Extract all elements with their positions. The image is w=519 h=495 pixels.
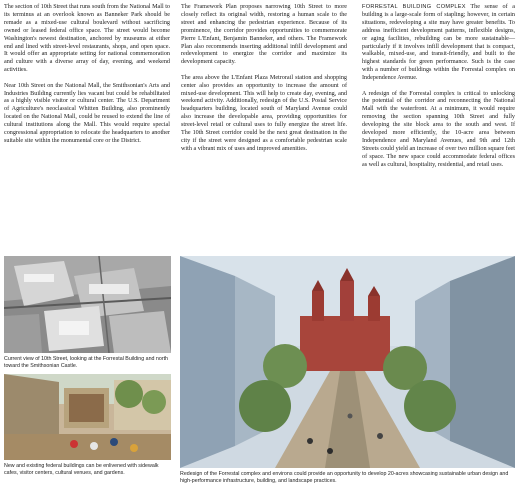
- col2-paragraph-2: The area above the L'Enfant Plaza Metrorail station and shopping center also provides an opportunity to increase the amount of mixed-use development. This will help to create day, evening, and weekend activity. Additionally, redesign of the U.S. Postal Service headquarters building, located south of Maryland Avenue could also increase the developable area, providing opportunities for street-level retail or cultural uses to fully energize the street life. The 10th Street corridor could be the next great destination in the city if the street were designed as a comfortable pedestrian scale with a vibrant mix of uses and improved amenities.: [181, 74, 347, 152]
- street-cafe-rendering: [4, 374, 171, 460]
- col3-paragraph-1: [362, 4, 515, 83]
- text-column-1: [4, 4, 170, 153]
- col2-paragraph-1: The Framework Plan proposes narrowing 10th Street to more closely reflect its original width, restoring a human scale to the street and enhancing the pedestrian experience. Because of its prominence, the corridor provides opportunities to commemorate Pierre L'Enfant, Benjamin Banneker, and others. The Framework Plan also recommends inserting additional infill development and redevelopment to energize the corridor and maximize its development capacity.: [181, 4, 347, 66]
- boulevard-rendering: [180, 256, 515, 468]
- text-column-3: [362, 4, 515, 177]
- col1-paragraph-2: Near 10th Street on the National Mall, the Smithsonian's Arts and Industries Building currently lies vacant but could be rehabilitated as a highly visible visitor or cultural center. The U.S. Department of Agriculture's neoclassical Whitten Building, also prominently located on the National Mall, could be reused to extend the line of cultural institutions along the Mall. This would require special congressional appropriation to relocate the headquarters to another suitable site within the monumental core or the District.: [4, 82, 170, 144]
- col3-paragraph-1-text: The sense of a building is a large-scale form of stapling; however, in certain situations, redeveloping a site may have greater benefits. To address inefficient development patterns, inflexible designs, or aging facilities, rebuilding can be more sustainable—particularly if it involves infill development that is compact, walkable, mixed-use, and transit-friendly, and built to the highest standards for green performance. Such is the case with a number of buildings within the Forrestal complex on Independence Avenue.: [362, 4, 515, 82]
- street-cafe-caption: New and existing federal buildings can be enlivened with sidewalk cafes, visitor centers, cultural venues, and gardens.: [4, 463, 159, 476]
- aerial-photo: [4, 256, 171, 353]
- aerial-photo-caption: Current view of 10th Street, looking at the Forrestal Building and north toward the Smithsonian Castle.: [4, 356, 168, 369]
- text-column-2: [181, 4, 347, 161]
- col1-paragraph-1: The section of 10th Street that runs south from the National Mall to its terminus at an overlook known as Banneker Park should be remade as a mixed-use cultural boulevard without sacrificing owned or leased federal office space. The street would become Washington's newest destination, anchored by museums at either end and lined with street-level restaurants, shops, and open space. It would offer an appropriate setting for national commemoration and culture with a diverse array of day, evening, and weekend activities.: [4, 4, 170, 74]
- boulevard-rendering-caption: Redesign of the Forrestal complex and environs could provide an opportunity to develop 20-acres showcasing sustainable urban design and high-performance infrastructure, building, and landscape practices.: [180, 471, 509, 484]
- col3-paragraph-2: A redesign of the Forrestal complex is critical to unlocking the potential of the corridor and reconnecting the National Mall with the waterfront. At a minimum, it would require removing the section spanning 10th Street and fully developing the site block area to the south and west. If developed more efficiently, the 10-acre area between Independence and Maryland Avenues, and 9th and 12th Streets could yield an increase of over two million square feet of space. The new space could accommodate federal offices as well as cultural, hospitality, residential, and retail uses.: [362, 90, 515, 168]
- section-lead-heading: FORRESTAL BUILDING COMPLEX: [362, 4, 466, 10]
